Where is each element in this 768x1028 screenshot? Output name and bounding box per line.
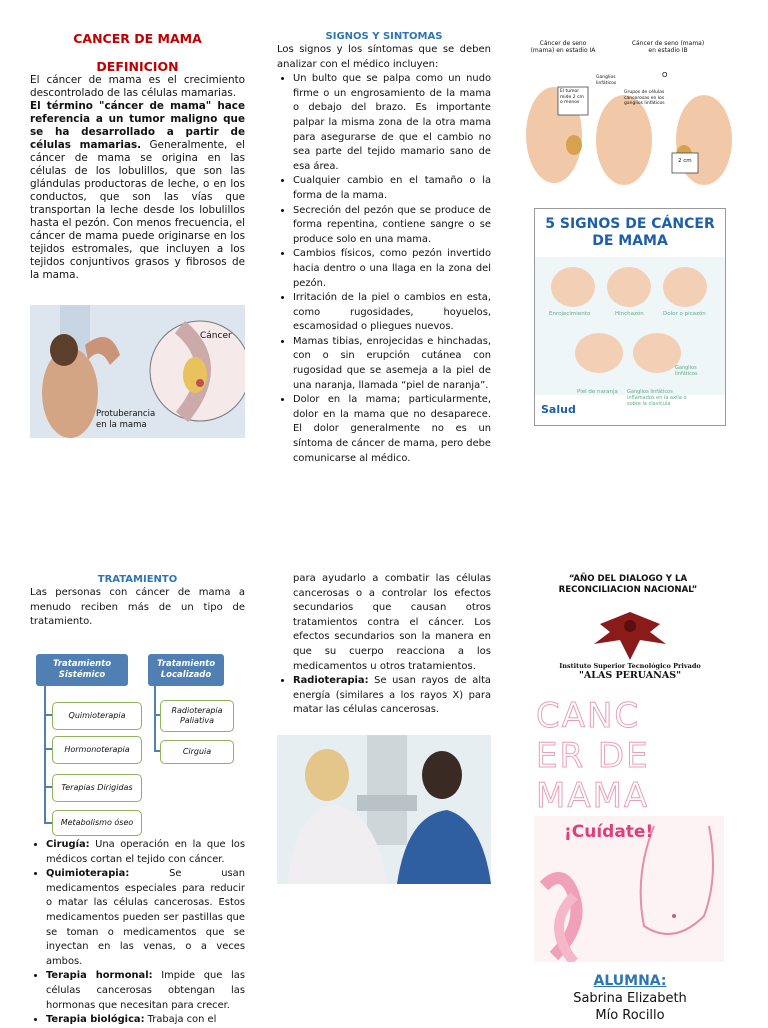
stage-ib-title: Cáncer de seno (mama) en estadio IB	[631, 40, 705, 54]
five-signs-title	[535, 216, 725, 250]
student-name-2: Mío Rocillo	[595, 1008, 665, 1023]
treatment-title: TRATAMIENTO	[97, 574, 178, 585]
cancer-label: Cáncer	[200, 331, 232, 341]
sign-pain: Dolor o picazón	[663, 311, 706, 317]
treatment-list	[30, 838, 245, 1028]
flow-line-a	[44, 686, 46, 824]
signs-title: SIGNOS Y SINTOMAS	[325, 31, 443, 42]
student-block	[540, 972, 720, 1024]
mammogram-illustration	[277, 735, 491, 884]
stage-image	[524, 35, 734, 190]
five-signs-image	[534, 208, 726, 426]
signs-item: • Cambios físicos, como pezón invertido hacia dentro o una llaga en la zona del pezón.	[293, 247, 491, 291]
signs-item: • Secreción del pezón que se produce de forma repentina, contiene sangre o se produce solo en una mama.	[293, 204, 491, 248]
protuberance-label: Protuberancia	[96, 409, 156, 419]
signs-list	[277, 72, 491, 466]
protuberance-label-2: en la mama	[96, 420, 147, 430]
sign-redness: Enrojecimiento	[549, 311, 591, 317]
signs-item: • Irritación de la piel o cambios en esta, como rugosidades, hoyuelos, escamosidad o pliegues nuevos.	[293, 291, 491, 335]
flow-bone: Metabolismo óseo	[52, 810, 142, 836]
alumna-label: ALUMNA:	[593, 973, 667, 989]
sign-swelling: Hinchazón	[615, 311, 644, 317]
definition-heading: DEFINICION	[96, 59, 179, 74]
treatment-list-section	[30, 838, 245, 1028]
stage-ia-title: Cáncer de seno (mama) en estadio IA	[530, 40, 596, 54]
flow-chemo: Quimioterapia	[52, 702, 142, 730]
five-signs-title-2: DE MAMA	[592, 233, 668, 249]
big-cancer-title	[536, 696, 676, 816]
eagle-logo-icon	[580, 604, 680, 662]
definition-p2-rest: Generalmente, el cáncer de mama se origina en las células de los lobulillos, que son las glándulas productoras de leche, o en los conductos, que son las vías que transportan la leche desde los lobulillos hasta el pezón. Con menos frecuencia, el cáncer de mama puede originarse en los tejidos estromales, que incluyen a los tejidos conjuntivos grasos y fibrosos de la mama.	[30, 139, 245, 281]
treatment-item-label: Terapia hormonal:	[46, 970, 153, 982]
definition-p2	[30, 100, 245, 282]
radiotherapy-list	[277, 674, 491, 718]
flow-line-b	[154, 686, 156, 752]
treatment-item-text: Se usan medicamentos especiales para reducir o matar las células cancerosas. Estos medicamentos pueden ser pastillas que se toman o medicamentos que se inyectan en las venas, o a veces ambos.	[46, 868, 245, 967]
flow-palliative: Radioterapia Paliativa	[160, 700, 234, 732]
flow-line-a3	[44, 786, 52, 788]
sign-lymph-label: Ganglios linfáticos	[675, 365, 698, 377]
flow-hormone: Hormonoterapia	[52, 736, 142, 764]
main-title: CANCER DE MAMA	[73, 31, 202, 46]
institute-type: Instituto Superior Tecnológico Privado	[559, 662, 701, 670]
big-title-line-1: CANC	[536, 696, 641, 736]
treatment-continued: para ayudarlo a combatir las células cancerosas o a controlar los efectos secundarios que causan otros tratamientos contra el cáncer. Los efectos secundarios son la manera en que su cuerpo reacciona a los medicamentos u otros tratamientos.	[293, 573, 491, 672]
mammogram-photo	[277, 735, 491, 884]
or-label: O	[662, 71, 668, 79]
signs-intro: Los signos y los síntomas que se deben analizar con el médico incluyen:	[277, 44, 491, 70]
treatment-flowchart	[30, 646, 245, 834]
flow-line-a1	[44, 714, 52, 716]
size-label: 2 cm	[678, 158, 692, 164]
treatment-item	[46, 867, 245, 969]
big-title-line-2: ER DE	[536, 736, 650, 776]
treatment-item	[46, 969, 245, 1013]
signs-item: • Dolor en la mama; particularmente, dolor en la mama que no desaparece. El dolor generalmente no es un síntoma de cáncer de mama, pero debe comunicarse al médico.	[293, 393, 491, 466]
definition-p2-bold: El término "cáncer de mama" hace referencia a un tumor maligno que se ha desarrollado a partir de células mamarias.	[30, 100, 245, 151]
tumor-label: El tumor mide 2 cm o menos	[560, 89, 584, 105]
year-slogan-2: RECONCILIACION NACIONAL”	[558, 585, 698, 595]
treatment-item-text: Una operación en la que los médicos cortan el tejido con cáncer.	[46, 839, 245, 865]
flow-line-a4	[44, 822, 52, 824]
definition-p1: El cáncer de mama es el crecimiento descontrolado de las células mamarias.	[30, 74, 245, 99]
year-slogan-1: “AÑO DEL DIALOGO Y LA	[568, 574, 688, 584]
treatment-intro: Las personas con cáncer de mama a menudo reciben más de un tipo de tratamiento.	[30, 587, 245, 628]
signs-item: • Mamas tibias, enrojecidas e hinchadas, con o sin erupción cutánea con rugosidad que se asemeja a la piel de una naranja, llamada “piel de naranja”.	[293, 335, 491, 393]
signs-section	[277, 43, 491, 466]
signs-item: • Un bulto que se palpa como un nudo firme o un engrosamiento de la mama o debajo del brazo. Es importante palpar la misma zona de la otra mama para asegurarse de que el cambio no sea parte del tejido mamario sano de esa área.	[293, 72, 491, 174]
flow-surgery: Cirguia	[160, 740, 234, 764]
institute-logo	[580, 604, 680, 662]
sign-lymph: Ganglios linfáticos inflamados en la axila o sobre la clavícula	[627, 389, 687, 407]
radiotherapy-item	[293, 674, 491, 718]
treatment-item	[46, 838, 245, 867]
treatment-item-text: Impide que las células cancerosas obtengan las hormonas que necesitan para crecer.	[46, 970, 245, 1011]
signs-item: • Cualquier cambio en el tamaño o la forma de la mama.	[293, 174, 491, 203]
year-slogan	[528, 574, 728, 596]
flow-local-head: Tratamiento Localizado	[148, 654, 224, 686]
flow-targeted: Terapias Dirigidas	[52, 774, 142, 802]
five-signs-title-1: 5 SIGNOS DE CÁNCER	[545, 216, 715, 232]
lymph-label: Ganglios linfáticos	[596, 75, 617, 86]
cuidate-text: ¡Cuídate!	[564, 822, 654, 842]
groups-label: Grupos de células cancerosas en los ganglios linfáticos	[624, 90, 665, 106]
institute-name	[555, 662, 705, 681]
radiotherapy-text: Se usan rayos de alta energía (similares a los rayos X) para matar las células cancerosas.	[293, 675, 491, 716]
definition-section	[30, 74, 245, 282]
student-name-1: Sabrina Elizabeth	[573, 991, 687, 1006]
treatment-item-label: Terapia biológica:	[46, 1014, 145, 1026]
institute-title: "ALAS PERUANAS"	[578, 670, 682, 681]
stage-illustration	[524, 35, 734, 190]
radiotherapy-label: Radioterapia:	[293, 675, 369, 687]
sign-orange-skin: Piel de naranja	[577, 389, 618, 395]
treatment-continued-section	[277, 572, 491, 718]
treatment-item-text: Trabaja con el	[144, 1014, 217, 1026]
breast-exam-image	[30, 305, 245, 438]
treatment-item-label: Quimioterapia:	[46, 868, 130, 880]
big-title-line-3: MAMA	[536, 776, 650, 816]
treatment-item-label: Cirugía:	[46, 839, 90, 850]
flow-line-a2	[44, 748, 52, 750]
cuidate-image	[534, 816, 724, 962]
treatment-item	[46, 1013, 245, 1028]
flow-systemic-head: Tratamiento Sistémico	[36, 654, 128, 686]
salud-logo: Salud	[541, 403, 576, 416]
